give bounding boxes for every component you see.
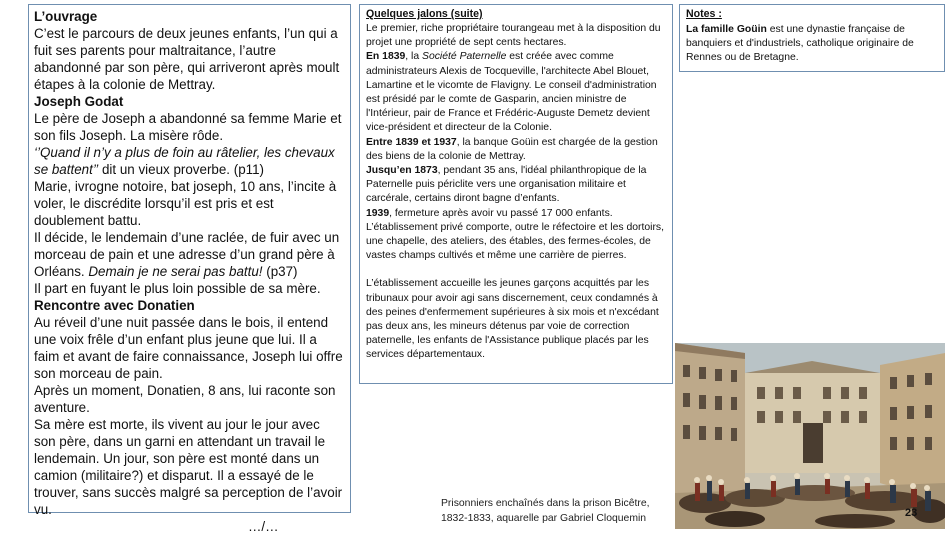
proverb-attribution: dit un vieux proverbe. (p11) <box>98 162 265 177</box>
notes-bold-term: La famille Goüin <box>686 24 767 35</box>
quote-demain: Demain je ne serai pas battu! <box>88 264 263 279</box>
milestone-1839-pre: , la <box>405 51 423 63</box>
page-number: 23 <box>905 507 918 519</box>
paragraph-godat-4: Il part en fuyant le plus loin possible de sa mère. <box>34 281 321 296</box>
milestones-text <box>366 22 667 263</box>
paragraph-ouvrage: C’est le parcours de deux jeunes enfants, l’un qui a fuit ses parents pour maltraitance, l’autre abandonné par son père, qui arriveront après moult étapes à la colonie de Mettray. <box>34 26 340 92</box>
continuation-mark: …/… <box>248 519 279 534</box>
prison-courtyard-painting <box>675 343 945 529</box>
story-summary-box <box>28 4 351 534</box>
paragraph-donatien-3: Sa mère est morte, ils vivent au jour le jour avec son père, dans un garni en attendant un travail le lendemain. Un jour, son père est monté dans un camion (militaire?) et disparut. Il a essayé de le trouver, sans succès malgré sa perception de l’avoir vu. <box>34 417 343 517</box>
heading-ouvrage: L’ouvrage <box>34 9 98 24</box>
proverb-quote: ‘’Quand il n’y a plus de foin au râtelier, les chevaux se battent’’ <box>34 145 335 177</box>
paragraph-godat-1: Le père de Joseph a abandonné sa femme Marie et son fils Joseph. La misère rôde. <box>34 111 342 143</box>
paragraph-godat-3: Il décide, le lendemain d’une raclée, de fuir avec un morceau de pain et une adresse d’un grand père à Orléans. <box>34 230 340 279</box>
painting-caption: Prisonniers enchaînés dans la prison Bicêtre, 1832-1833, aquarelle par Gabriel Cloquemin <box>441 498 650 524</box>
milestone-1939-label: 1939 <box>366 207 390 219</box>
milestone-1939-text: , fermeture après avoir vu passé 17 000 enfants. <box>389 207 613 219</box>
paragraph-donatien-1: Au réveil d’une nuit passée dans le bois, il entend une voix frêle d’un enfant plus jeune que lui. Il a faim et avant de faire connaissance, Joseph lui offre son morceau de pain. <box>34 315 343 381</box>
notes-box <box>679 4 945 72</box>
milestone-1839-text: est créée avec comme administrateurs Alexis de Tocqueville, l'architecte Abel Blouet, Lamartine et le vicomte de Flavigny. Le conseil d'administration est présidé par le comte de Gasparin, ancien ministre de l'Intérieur, pair de France et Frédéric-Auguste Demetz devient vice-président et directeur de la Colonie. <box>366 51 657 134</box>
milestone-1839-label: En 1839 <box>366 51 406 63</box>
heading-joseph-godat: Joseph Godat <box>34 94 124 109</box>
heading-donatien: Rencontre avec Donatien <box>34 298 195 313</box>
milestone-1873-label: Jusqu’en 1873 <box>366 165 438 177</box>
milestone-1873-text: , pendant 35 ans, l'idéal philanthropique de la Paternelle puis périclite vers une organisation militaire et carcérale, certains diront bagne d’enfants. <box>366 165 647 205</box>
paragraph-etablissement: L’établissement privé comporte, outre le réfectoire et les dortoirs, une chapelle, des ateliers, des étables, des fermes-écoles, de vastes champs cultivés et même une carrière de pierres. <box>366 221 665 262</box>
notes-text <box>686 23 939 65</box>
story-text <box>34 8 345 535</box>
milestone-intro: Le premier, riche propriétaire tourangeau met à la disposition du projet une propriété de sept cents hectares. <box>366 23 661 49</box>
paragraph-accueil: L’établissement accueille les jeunes garçons acquittés par les tribunaux pour avoir agi sans discernement, ceux condamnés à des peines d'enfermement supérieures à six mois et n'excédant pas deux ans, les mineurs détenus par voie de correction paternelle, les enfants de l'Assistance publique placés par les services départementaux. <box>366 278 659 361</box>
paragraph-godat-2: Marie, ivrogne notoire, bat joseph, 10 ans, l’incite à voler, le discrédite lorsqu’il est pris et est doublement battu. <box>34 179 337 228</box>
notes-title: Notes : <box>686 8 722 20</box>
societe-paternelle: Société Paternelle <box>422 51 507 63</box>
notes-definition: est une dynastie française de banquiers et d'industriels, catholique originaire de Rennes ou de Bretagne. <box>686 24 914 63</box>
paragraph-donatien-2: Après un moment, Donatien, 8 ans, lui raconte son aventure. <box>34 383 336 415</box>
milestones-title: Quelques jalons (suite) <box>366 8 483 20</box>
milestone-range-text: , la banque Goüin est chargée de la gestion des biens de la colonie de Mettray. <box>366 136 658 162</box>
page-ref-p37: (p37) <box>262 264 298 279</box>
milestones-box <box>359 4 673 384</box>
milestone-range-label: Entre 1839 et 1937 <box>366 136 457 148</box>
